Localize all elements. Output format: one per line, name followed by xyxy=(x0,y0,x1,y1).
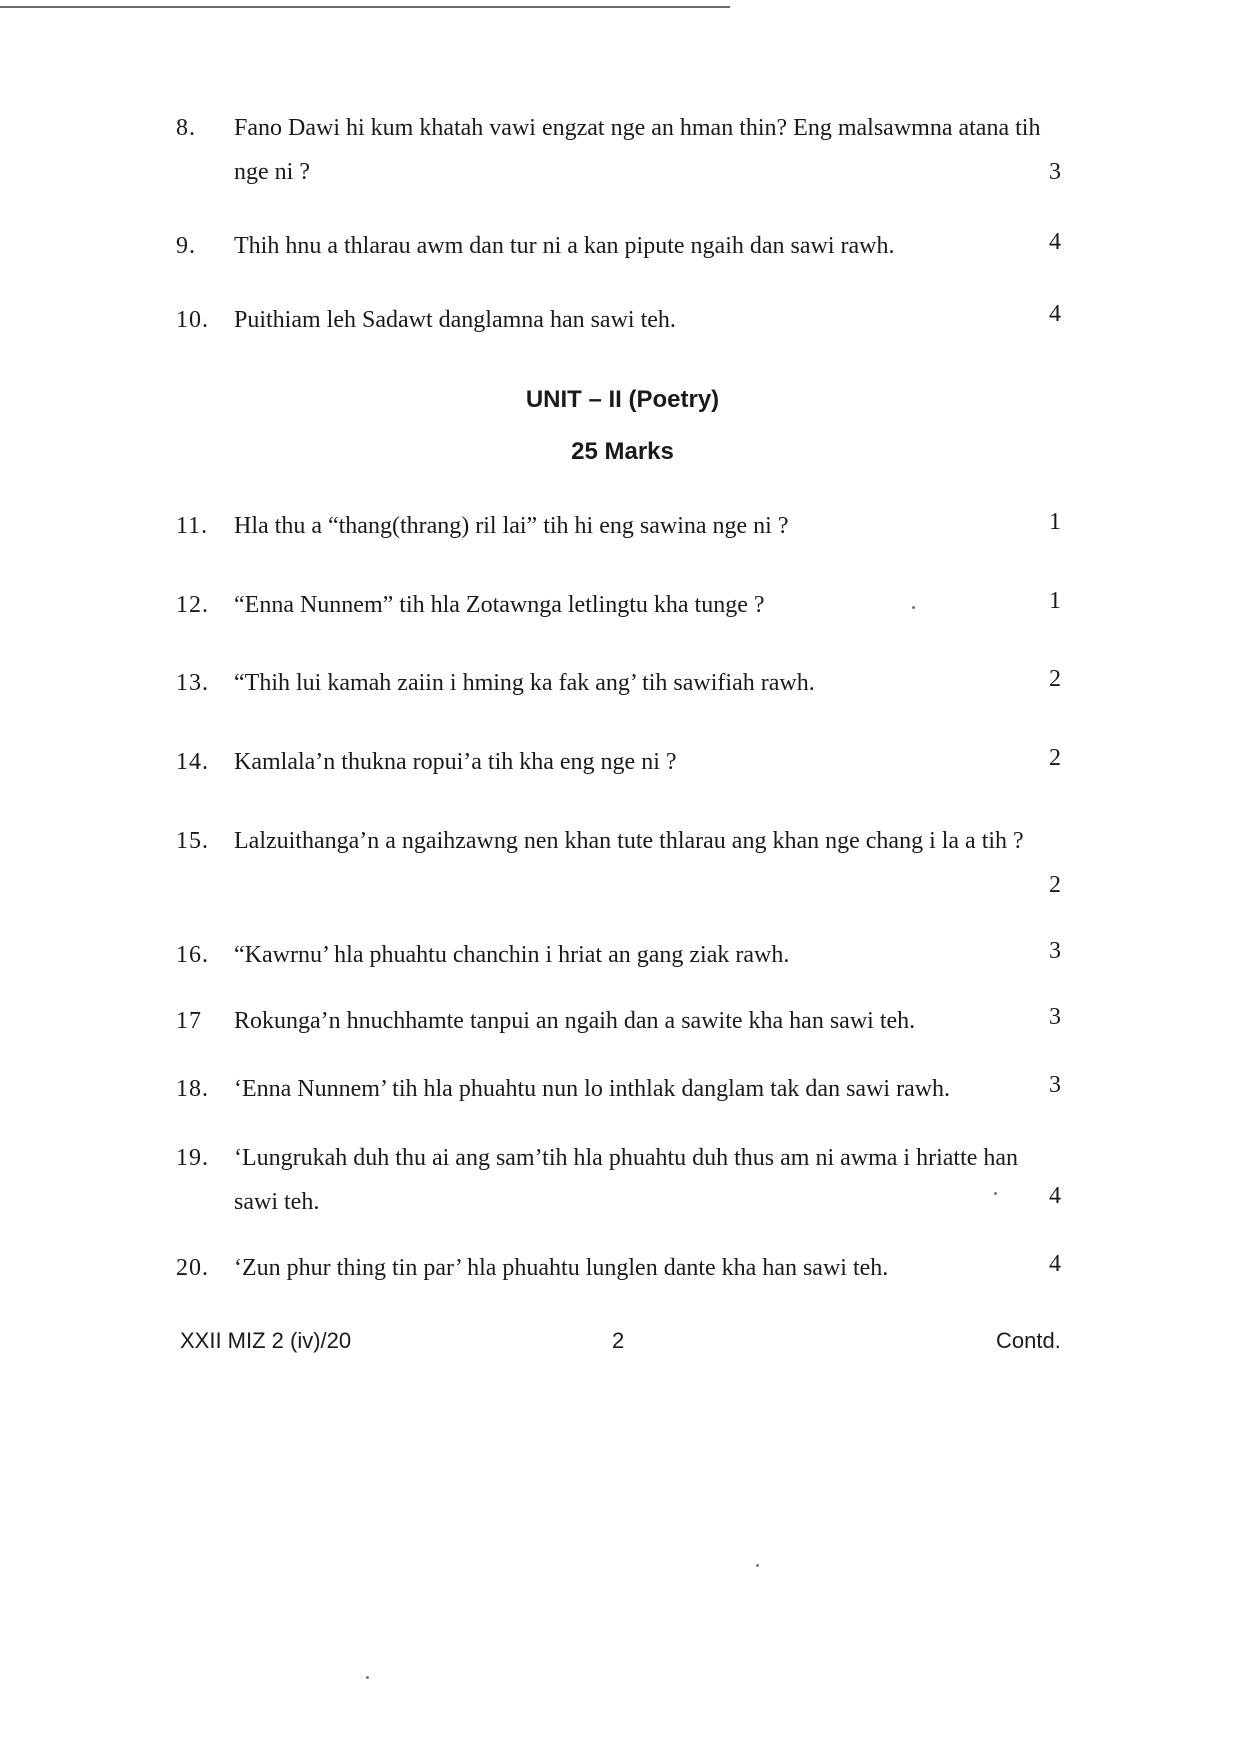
question-number: 10. xyxy=(176,307,209,333)
question-number: 17 xyxy=(176,1008,202,1034)
scan-speck xyxy=(994,1192,997,1195)
question-8 xyxy=(0,115,1241,185)
question-marks: 2 xyxy=(1049,666,1061,692)
question-number: 19. xyxy=(176,1145,209,1171)
question-19 xyxy=(0,1145,1241,1215)
unit-heading: UNIT – II (Poetry) xyxy=(525,386,720,413)
question-9 xyxy=(0,229,1241,273)
question-marks: 2 xyxy=(1049,872,1061,898)
question-text: Kamlala’n thukna ropui’a tih kha eng nge ni ? xyxy=(234,749,677,775)
continued-label: Contd. xyxy=(996,1328,1061,1353)
question-marks: 2 xyxy=(1049,745,1061,771)
question-number: 16. xyxy=(176,942,209,968)
question-17 xyxy=(0,1004,1241,1048)
paper-code: XXII MIZ 2 (iv)/20 xyxy=(180,1328,352,1353)
page-number: 2 xyxy=(612,1328,625,1353)
question-18 xyxy=(0,1072,1241,1116)
scan-speck xyxy=(756,1564,759,1567)
question-marks: 4 xyxy=(1049,229,1061,255)
question-text: “Kawrnu’ hla phuahtu chanchin i hriat an gang ziak rawh. xyxy=(234,942,790,968)
question-marks: 1 xyxy=(1049,588,1061,614)
question-text: Lalzuithanga’n a ngaihzawng nen khan tute thlarau ang khan nge chang i la a tih ? xyxy=(234,828,1024,854)
question-12 xyxy=(0,588,1241,632)
question-number: 20. xyxy=(176,1255,209,1281)
question-16 xyxy=(0,938,1241,982)
question-number: 11. xyxy=(176,513,209,539)
question-text: Fano Dawi hi kum khatah vawi engzat nge an hman thin? Eng malsawmna atana tih xyxy=(234,115,1041,141)
question-number: 15. xyxy=(176,828,209,854)
question-number: 8. xyxy=(176,115,196,141)
question-text: “Thih lui kamah zaiin i hming ka fak ang’ tih sawifiah rawh. xyxy=(234,670,815,696)
question-text: ‘Enna Nunnem’ tih hla phuahtu nun lo inthlak danglam tak dan sawi rawh. xyxy=(234,1076,951,1102)
question-text: Thih hnu a thlarau awm dan tur ni a kan pipute ngaih dan sawi rawh. xyxy=(234,233,895,259)
question-marks: 4 xyxy=(1049,1183,1061,1209)
question-14 xyxy=(0,745,1241,789)
question-marks: 3 xyxy=(1049,159,1061,185)
question-11 xyxy=(0,509,1241,553)
unit-marks: 25 Marks xyxy=(571,438,674,465)
question-number: 18. xyxy=(176,1076,209,1102)
question-marks: 3 xyxy=(1049,938,1061,964)
top-rule xyxy=(0,6,730,8)
question-text: ‘Zun phur thing tin par’ hla phuahtu lunglen dante kha han sawi teh. xyxy=(234,1255,889,1281)
scan-speck xyxy=(366,1676,369,1679)
question-text: ‘Lungrukah duh thu ai ang sam’tih hla phuahtu duh thus am ni awma i hriatte han xyxy=(234,1145,1019,1171)
question-text: Puithiam leh Sadawt danglamna han sawi teh. xyxy=(234,307,676,333)
question-number: 13. xyxy=(176,670,209,696)
question-marks: 4 xyxy=(1049,301,1061,327)
question-20 xyxy=(0,1251,1241,1295)
question-number: 9. xyxy=(176,233,196,259)
question-marks: 3 xyxy=(1049,1004,1061,1030)
question-marks: 4 xyxy=(1049,1251,1061,1277)
question-marks: 1 xyxy=(1049,509,1061,535)
question-10 xyxy=(0,301,1241,347)
question-13 xyxy=(0,666,1241,710)
question-text: Hla thu a “thang(thrang) ril lai” tih hi eng sawina nge ni ? xyxy=(234,513,789,539)
question-text: Rokunga’n hnuchhamte tanpui an ngaih dan a sawite kha han sawi teh. xyxy=(234,1008,916,1034)
question-15 xyxy=(0,828,1241,898)
scan-speck xyxy=(912,606,915,609)
question-marks: 3 xyxy=(1049,1072,1061,1098)
question-text: “Enna Nunnem” tih hla Zotawnga letlingtu kha tunge ? xyxy=(234,592,765,618)
question-text-continued: nge ni ? xyxy=(234,159,310,185)
question-text-continued: sawi teh. xyxy=(234,1189,320,1215)
question-number: 14. xyxy=(176,749,209,775)
question-number: 12. xyxy=(176,592,209,618)
